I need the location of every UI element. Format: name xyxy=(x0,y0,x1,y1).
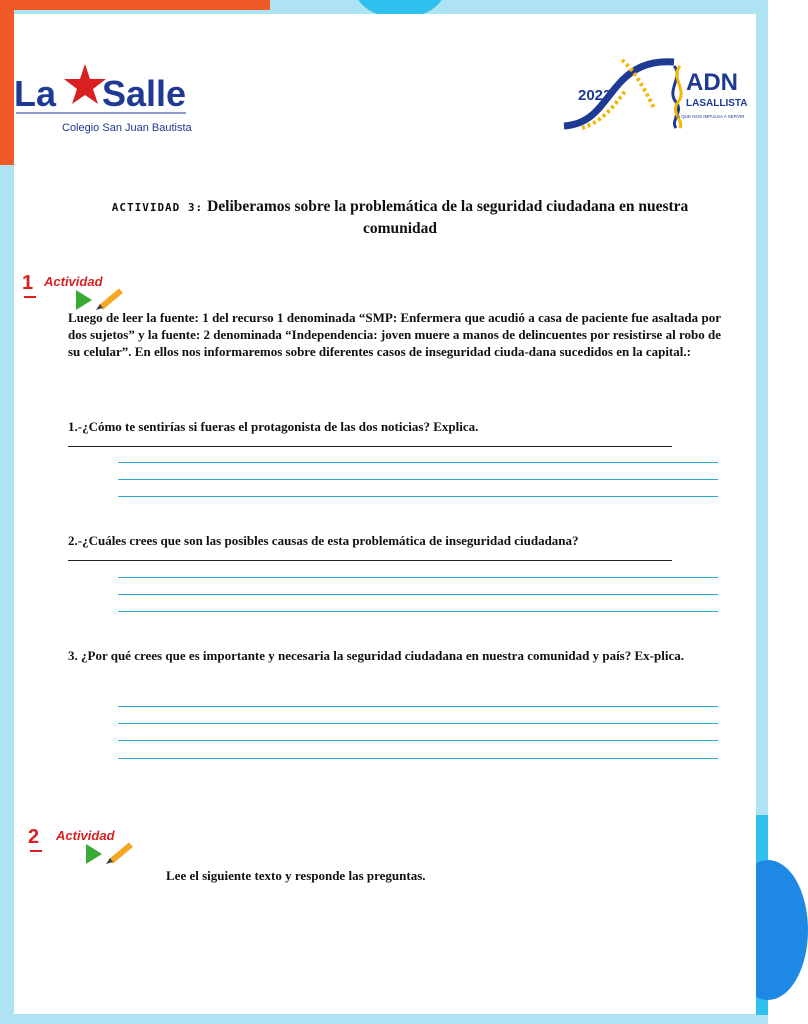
answer-line[interactable] xyxy=(68,446,672,447)
answer-line[interactable] xyxy=(118,611,718,612)
answer-line[interactable] xyxy=(118,723,718,724)
answer-line[interactable] xyxy=(118,740,718,741)
answer-line[interactable] xyxy=(68,560,672,561)
activity-title xyxy=(90,196,710,239)
activity-number: 1 xyxy=(22,272,34,294)
adn-lasallista-logo xyxy=(562,56,748,132)
activity-2-instruction: Lee el siguiente texto y responde las preguntas. xyxy=(166,868,426,883)
page-frame-bottom xyxy=(0,1014,768,1024)
activity-badge-1 xyxy=(22,272,132,312)
lasalle-logo xyxy=(14,58,194,138)
activity-badge-label: Actividad xyxy=(44,274,103,289)
activity-label: ACTIVIDAD 3: xyxy=(111,201,204,214)
logo-adn-sub: LASALLISTA xyxy=(686,98,748,109)
activity-1-intro: Luego de leer la fuente: 1 del recurso 1 denominada “SMP: Enfermera que acudió a casa de paciente fue asaltada por dos sujetos” y la fuente: 2 denominada “Independencia: joven muere a manos de delincuentes por resistirse al robo de su celular”. En ellos nos informaremos sobre diferentes casos de inseguridad ciuda-dana sucedidos en la capital.: xyxy=(68,310,721,359)
answer-line[interactable] xyxy=(118,758,718,759)
answer-line[interactable] xyxy=(118,706,718,707)
logo-year: 2023 xyxy=(578,87,612,104)
answer-line[interactable] xyxy=(118,479,718,480)
logo-subtitle: Colegio San Juan Bautista xyxy=(62,122,192,134)
orange-accent-left xyxy=(0,0,14,165)
question-2: 2.-¿Cuáles crees que son las posibles causas de esta problemática de inseguridad ciudadana? xyxy=(68,533,579,548)
answer-line[interactable] xyxy=(118,462,718,463)
activity-badge-label: Actividad xyxy=(56,828,115,843)
logo-adn: ADN xyxy=(686,69,738,96)
star-icon xyxy=(64,64,106,104)
question-1: 1.-¿Cómo te sentirías si fueras el protagonista de las dos noticias? Explica. xyxy=(68,419,479,434)
activity-badge-2 xyxy=(28,826,138,866)
answer-line[interactable] xyxy=(118,594,718,595)
orange-accent-top xyxy=(0,0,270,10)
logo-brand-right: Salle xyxy=(102,73,187,114)
activity-number: 2 xyxy=(28,826,40,848)
answer-line[interactable] xyxy=(118,577,718,578)
logo-brand-left: La xyxy=(14,73,57,114)
pencil-play-icon xyxy=(86,840,136,866)
logo-tagline: LO QUE NOS IMPULSA A SERVIR xyxy=(674,114,745,119)
activity-title-text: Deliberamos sobre la problemática de la seguridad ciudadana en nuestra comunidad xyxy=(207,198,689,237)
question-3: 3. ¿Por qué crees que es importante y necesaria la seguridad ciudadana en nuestra comunidad y país? Ex-plica. xyxy=(68,648,684,663)
answer-line[interactable] xyxy=(118,496,718,497)
